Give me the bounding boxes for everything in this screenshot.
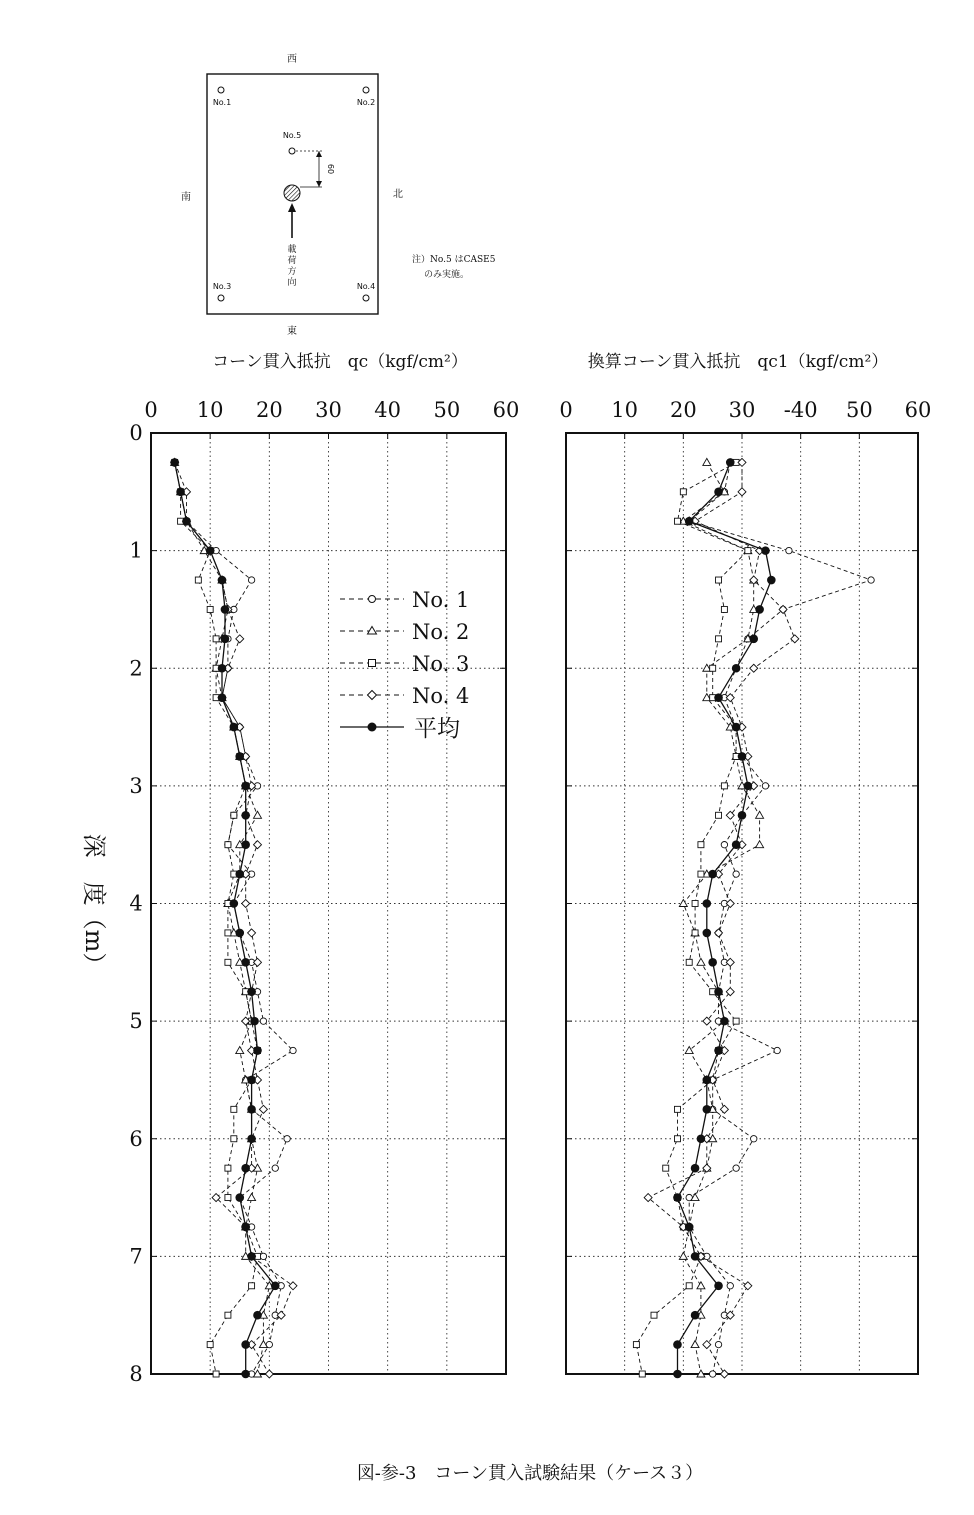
right-series3-point	[639, 1371, 645, 1377]
right-series4-point	[779, 605, 787, 613]
right-series2-point	[679, 1252, 687, 1259]
right-series4-line	[648, 462, 795, 1374]
left-series3-point	[231, 1136, 237, 1142]
right-series5-point	[749, 635, 758, 644]
right-series5-point	[714, 693, 723, 702]
left-series5-point	[241, 1370, 250, 1379]
right-series2-point	[697, 958, 705, 965]
right-x-tick-label: 30	[728, 398, 756, 422]
right-series5-point	[691, 1252, 700, 1261]
left-series4-point	[265, 1370, 273, 1378]
left-series5-point	[170, 458, 179, 467]
right-series2-point	[697, 1282, 705, 1289]
y-tick-label: 1	[129, 538, 143, 563]
right-series3-point	[698, 842, 704, 848]
left-series5-point	[218, 693, 227, 702]
right-series4-point	[726, 988, 734, 996]
right-series5-point	[691, 1311, 700, 1320]
left-series3-point	[225, 1165, 231, 1171]
left-series4-point	[248, 929, 256, 937]
left-series5-point	[182, 517, 191, 526]
right-series3-point	[698, 871, 704, 877]
right-series5-point	[732, 723, 741, 732]
legend-label-no4: No. 4	[412, 684, 470, 708]
point-no2-marker	[363, 87, 369, 93]
left-series5-point	[250, 1017, 259, 1026]
right-series3-point	[710, 665, 716, 671]
figure-caption: 図-参-3 コーン貫入試験結果（ケース３）	[356, 1463, 704, 1484]
left-series3-point	[207, 1342, 213, 1348]
right-series5-point	[761, 546, 770, 555]
dimension-marker	[296, 151, 322, 187]
right-series5-point	[738, 752, 747, 761]
right-series3-point	[686, 959, 692, 965]
right-x-tick-label: 60	[904, 398, 932, 422]
right-series3-point	[651, 1312, 657, 1318]
left-series1-point	[284, 1136, 290, 1142]
left-plot-area	[129, 398, 519, 1386]
right-series3-point	[721, 783, 727, 789]
right-series5-point	[685, 517, 694, 526]
left-series2-line	[175, 462, 270, 1374]
right-series4-point	[703, 1341, 711, 1349]
left-series4-point	[254, 841, 262, 849]
left-series4-point	[259, 1105, 267, 1113]
left-x-tick-label: 0	[144, 398, 158, 422]
right-series4-point	[726, 1311, 734, 1319]
site-plan	[181, 53, 496, 337]
right-x-tick-label: 20	[669, 398, 697, 422]
y-tick-label: 4	[129, 891, 143, 916]
point-no1-label: No.1	[212, 98, 232, 107]
left-series3-line	[175, 462, 258, 1374]
right-series4-point	[738, 488, 746, 496]
note-line-2: のみ実施。	[424, 270, 470, 280]
compass-west: 西	[287, 54, 297, 65]
load-direction-arrowhead	[288, 203, 296, 212]
right-series1-point	[709, 1371, 715, 1377]
legend	[340, 588, 469, 742]
right-series1-point	[715, 1341, 721, 1347]
left-series5-point	[241, 958, 250, 967]
right-series3-point	[716, 812, 722, 818]
left-series2-point	[236, 1047, 244, 1054]
left-series5-point	[218, 576, 227, 585]
left-series1-point	[272, 1165, 278, 1171]
left-series5-point	[235, 752, 244, 761]
right-series3-point	[674, 518, 680, 524]
left-series2-point	[248, 1194, 256, 1201]
right-series3-point	[680, 489, 686, 495]
left-series5-point	[247, 1076, 256, 1085]
legend-marker-no4	[368, 691, 377, 700]
right-series5-point	[673, 1193, 682, 1202]
right-series2-point	[756, 811, 764, 818]
left-series5-point	[253, 1311, 262, 1320]
point-no5-label: No.5	[282, 131, 302, 140]
left-x-tick-label: 30	[315, 398, 342, 422]
right-series5-point	[703, 1076, 712, 1085]
left-series5-point	[241, 840, 250, 849]
y-axis-label: 深 度（m）	[80, 833, 108, 977]
left-series3-point	[207, 606, 213, 612]
legend-label-no1: No. 1	[412, 588, 470, 612]
legend-label-average: 平均	[414, 716, 460, 742]
right-plot-area	[559, 398, 931, 1378]
left-series5-line	[175, 462, 276, 1374]
left-series1-point	[260, 1018, 266, 1024]
right-series4-point	[715, 929, 723, 937]
left-series5-point	[241, 811, 250, 820]
right-x-tick-label: 50	[845, 398, 873, 422]
legend-label-no2: No. 2	[412, 620, 470, 644]
left-chart-title: コーン貫入抵抗 qc（kgf/cm²）	[212, 352, 468, 372]
right-series4-point	[703, 1017, 711, 1025]
right-series3-point	[692, 930, 698, 936]
left-series3-point	[225, 930, 231, 936]
right-series5-point	[685, 1223, 694, 1232]
right-series5-point	[732, 664, 741, 673]
right-series5-point	[738, 811, 747, 820]
right-series1-point	[733, 1165, 739, 1171]
left-series4-point	[236, 635, 244, 643]
left-series4-point	[254, 958, 262, 966]
left-series5-point	[221, 605, 230, 614]
right-series5-point	[755, 605, 764, 614]
right-series3-point	[633, 1342, 639, 1348]
right-series1-point	[774, 1047, 780, 1053]
left-series5-point	[218, 664, 227, 673]
right-series3-point	[745, 548, 751, 554]
left-series4-point	[289, 1282, 297, 1290]
left-series3-point	[213, 1371, 219, 1377]
right-series5-point	[697, 1134, 706, 1143]
left-series5-point	[247, 1252, 256, 1261]
left-series5-point	[241, 1340, 250, 1349]
right-series5-point	[673, 1340, 682, 1349]
legend-marker-no1	[369, 596, 376, 603]
left-series5-point	[253, 1046, 262, 1055]
right-series5-point	[691, 1164, 700, 1173]
left-x-tick-label: 20	[255, 398, 283, 422]
note-line-1: 注）No.5 はCASE5	[412, 255, 496, 265]
y-tick-label: 7	[129, 1244, 143, 1269]
left-series5-point	[271, 1281, 280, 1290]
right-x-tick-label: -40	[783, 398, 818, 422]
compass-north: 北	[393, 189, 403, 200]
left-series1-point	[248, 577, 254, 583]
y-tick-label: 6	[129, 1126, 143, 1151]
right-series5-point	[708, 870, 717, 879]
left-series5-point	[247, 987, 256, 996]
right-series4-point	[791, 635, 799, 643]
y-tick-label: 3	[129, 773, 143, 798]
left-series1-point	[290, 1047, 296, 1053]
right-series1-point	[751, 1136, 757, 1142]
y-tick-label: 8	[129, 1362, 143, 1386]
left-series5-point	[230, 723, 239, 732]
right-series5-point	[714, 1046, 723, 1055]
y-tick-label: 0	[129, 421, 143, 445]
left-x-tick-label: 40	[374, 398, 402, 422]
right-series5-point	[703, 1105, 712, 1114]
right-series4-point	[726, 900, 734, 908]
right-series2-point	[679, 900, 687, 907]
right-series1-point	[868, 577, 874, 583]
left-series5-point	[241, 1164, 250, 1173]
right-series5-point	[714, 1281, 723, 1290]
left-series3-point	[213, 636, 219, 642]
right-series1-point	[721, 841, 727, 847]
right-series2-line	[683, 462, 759, 1374]
left-series5-point	[176, 488, 185, 497]
point-no3-marker	[218, 295, 224, 301]
right-series2-point	[756, 841, 764, 848]
load-direction-label: 載荷方向	[287, 245, 297, 288]
right-series3-point	[663, 1165, 669, 1171]
right-series3-point	[674, 1136, 680, 1142]
right-series3-point	[733, 1018, 739, 1024]
left-series3-point	[231, 812, 237, 818]
right-series5-point	[726, 458, 735, 467]
left-series5-point	[247, 1134, 256, 1143]
left-series5-point	[235, 929, 244, 938]
right-series4-point	[726, 958, 734, 966]
right-series5-line	[678, 462, 772, 1374]
right-x-tick-label: 10	[611, 398, 639, 422]
right-series4-point	[720, 1370, 728, 1378]
compass-south: 南	[181, 192, 191, 203]
right-series3-point	[716, 636, 722, 642]
right-series3-line	[636, 462, 748, 1374]
point-no4-marker	[363, 295, 369, 301]
right-series5-point	[732, 840, 741, 849]
right-series1-point	[762, 783, 768, 789]
point-no3-label: No.3	[212, 282, 232, 291]
right-series4-point	[720, 1105, 728, 1113]
left-series3-point	[231, 1106, 237, 1112]
left-series3-point	[225, 959, 231, 965]
point-no4-label: No.4	[356, 282, 376, 291]
y-tick-label: 5	[129, 1009, 143, 1034]
left-series5-point	[235, 870, 244, 879]
left-series3-point	[225, 842, 231, 848]
right-chart-title: 換算コーン貫入抵抗 qc1（kgf/cm²）	[587, 352, 889, 372]
left-series3-point	[225, 1312, 231, 1318]
left-series4-line	[175, 462, 293, 1374]
right-series5-point	[714, 987, 723, 996]
dimension-label: 60	[326, 163, 335, 175]
right-series2-point	[703, 458, 711, 465]
right-x-tick-label: 0	[559, 398, 573, 422]
left-x-tick-label: 10	[196, 398, 224, 422]
right-series4-point	[744, 1282, 752, 1290]
y-tick-label: 2	[129, 656, 143, 681]
right-series3-point	[692, 901, 698, 907]
right-series3-point	[721, 606, 727, 612]
point-no5-marker	[289, 148, 295, 154]
point-no1-marker	[218, 87, 224, 93]
point-no2-label: No.2	[356, 98, 376, 107]
right-series1-point	[727, 1283, 733, 1289]
left-series2-point	[254, 811, 262, 818]
right-series3-point	[686, 1283, 692, 1289]
right-series2-point	[691, 1341, 699, 1348]
right-series3-point	[674, 1106, 680, 1112]
compass-east: 東	[287, 326, 297, 337]
right-series1-point	[733, 871, 739, 877]
right-series5-point	[744, 782, 753, 791]
left-series5-point	[221, 635, 230, 644]
left-series5-point	[247, 1105, 256, 1114]
left-series3-point	[225, 1195, 231, 1201]
right-series5-point	[703, 929, 712, 938]
left-series5-point	[241, 782, 250, 791]
legend-label-no3: No. 3	[412, 652, 470, 676]
legend-marker-average	[368, 723, 377, 732]
right-series5-point	[714, 488, 723, 497]
right-series5-point	[708, 958, 717, 967]
right-series3-point	[716, 577, 722, 583]
left-series5-point	[241, 1223, 250, 1232]
right-series5-point	[720, 1017, 729, 1026]
load-plate-symbol	[284, 185, 300, 201]
right-series5-point	[767, 576, 776, 585]
left-series3-point	[195, 577, 201, 583]
right-series1-point	[786, 547, 792, 553]
legend-marker-no3	[369, 660, 376, 667]
right-series4-point	[750, 664, 758, 672]
left-series5-point	[230, 899, 239, 908]
left-series3-point	[249, 1283, 255, 1289]
left-x-tick-label: 50	[433, 398, 461, 422]
left-series1-point	[260, 1253, 266, 1259]
left-series4-point	[242, 900, 250, 908]
right-series1-line	[689, 462, 871, 1374]
left-series5-point	[206, 546, 215, 555]
right-series5-point	[673, 1370, 682, 1379]
left-x-tick-label: 60	[492, 398, 520, 422]
left-series1-line	[175, 462, 293, 1374]
legend-marker-no2	[368, 627, 377, 635]
right-series5-point	[703, 899, 712, 908]
left-series5-point	[235, 1193, 244, 1202]
